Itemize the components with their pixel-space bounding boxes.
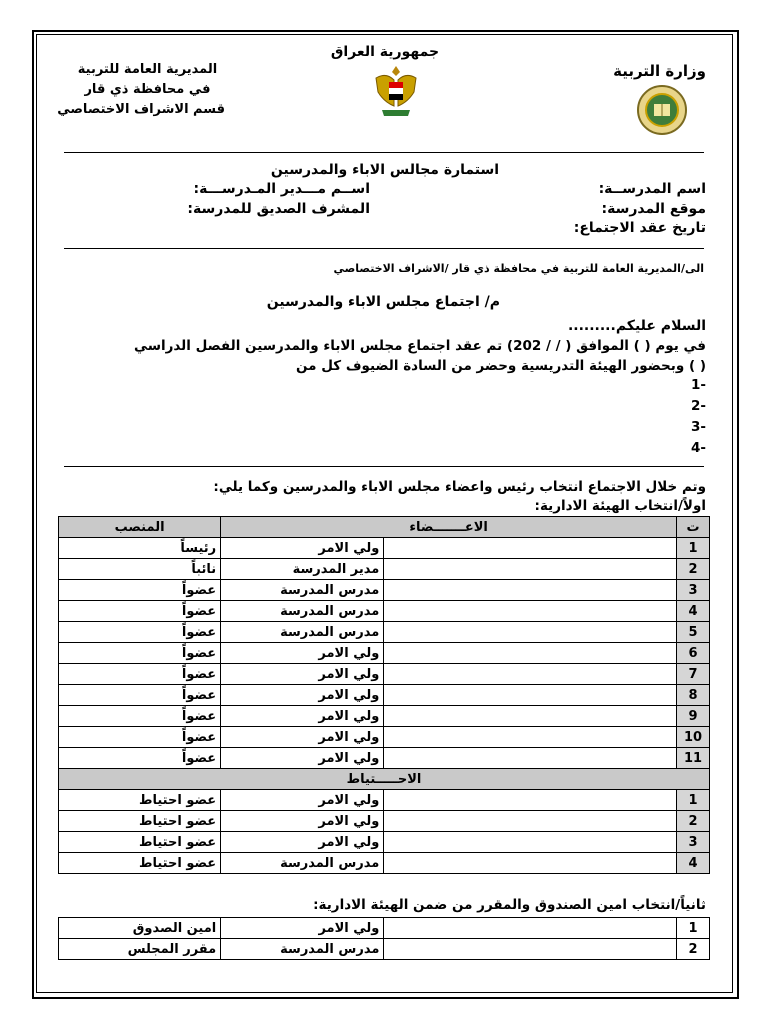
header-members: الاعـــــــضاء xyxy=(221,517,677,538)
role-cell: ولي الامر xyxy=(221,685,384,706)
position-cell: عضو احتياط xyxy=(59,790,221,811)
table-row xyxy=(59,853,710,874)
position-cell: عضواً xyxy=(59,622,221,643)
guest-3: -3 xyxy=(690,419,706,435)
name-cell[interactable] xyxy=(384,727,677,748)
reserve-header-row xyxy=(59,769,710,790)
row-num: 2 xyxy=(677,559,710,580)
role-cell: ولي الامر xyxy=(221,643,384,664)
school-name-field: اسم المدرســة: xyxy=(598,181,706,197)
row-num: 2 xyxy=(677,811,710,832)
role-cell: ولي الامر xyxy=(221,832,384,853)
table-row xyxy=(59,685,710,706)
position-cell: عضواً xyxy=(59,580,221,601)
position-cell: عضو احتياط xyxy=(59,853,221,874)
section1-title: اولاً/انتخاب الهيئة الادارية: xyxy=(534,498,706,514)
table-row xyxy=(59,811,710,832)
row-num: 11 xyxy=(677,748,710,769)
name-cell[interactable] xyxy=(384,685,677,706)
header-divider xyxy=(64,152,704,153)
table-row xyxy=(59,622,710,643)
position-cell: امين الصدوق xyxy=(59,918,221,939)
guest-1: -1 xyxy=(690,377,706,393)
table-row xyxy=(59,939,710,960)
role-cell: ولي الامر xyxy=(221,538,384,559)
row-num: 4 xyxy=(677,601,710,622)
name-cell[interactable] xyxy=(384,664,677,685)
name-cell[interactable] xyxy=(384,706,677,727)
republic-title: جمهورية العراق xyxy=(330,44,440,60)
role-cell: مدرس المدرسة xyxy=(221,580,384,601)
row-num: 2 xyxy=(677,939,710,960)
table-row xyxy=(59,706,710,727)
name-cell[interactable] xyxy=(384,580,677,601)
position-cell: عضو احتياط xyxy=(59,832,221,853)
role-cell: ولي الامر xyxy=(221,727,384,748)
officers-table xyxy=(58,917,710,960)
table-row xyxy=(59,643,710,664)
school-location-field: موقع المدرسة: xyxy=(601,201,706,217)
header-num: ت xyxy=(677,517,710,538)
row-num: 8 xyxy=(677,685,710,706)
role-cell: مدرس المدرسة xyxy=(221,853,384,874)
letter-subject: م/ اجتماع مجلس الاباء والمدرسين xyxy=(266,294,500,310)
name-cell[interactable] xyxy=(384,939,677,960)
role-cell: ولي الامر xyxy=(221,748,384,769)
meeting-date-field: تاريخ عقد الاجتماع: xyxy=(573,220,706,236)
role-cell: مدرس المدرسة xyxy=(221,601,384,622)
position-cell: عضو احتياط xyxy=(59,811,221,832)
guest-2: -2 xyxy=(690,398,706,414)
row-num: 6 xyxy=(677,643,710,664)
table-row xyxy=(59,918,710,939)
ministry-title: وزارة التربية xyxy=(613,62,706,80)
position-cell: عضواً xyxy=(59,748,221,769)
table-row xyxy=(59,559,710,580)
reserve-header: الاحـــــتياط xyxy=(59,769,710,790)
row-num: 3 xyxy=(677,832,710,853)
table-header-row xyxy=(59,517,710,538)
letter-recipient: الى/المديرية العامة للتربية في محافظة ذي قار /الاشراف الاختصاصي xyxy=(333,262,704,275)
letter-divider xyxy=(64,466,704,467)
name-cell[interactable] xyxy=(384,748,677,769)
role-cell: مدير المدرسة xyxy=(221,559,384,580)
position-cell: عضواً xyxy=(59,727,221,748)
table-row xyxy=(59,664,710,685)
admin-board-table xyxy=(58,516,710,874)
position-cell: عضواً xyxy=(59,601,221,622)
row-num: 1 xyxy=(677,918,710,939)
position-cell: عضواً xyxy=(59,706,221,727)
position-cell: رئيساً xyxy=(59,538,221,559)
election-intro: وتم خلال الاجتماع انتخاب رئيس واعضاء مجلس الاباء والمدرسين وكما يلي: xyxy=(213,479,706,495)
name-cell[interactable] xyxy=(384,643,677,664)
table-row xyxy=(59,832,710,853)
name-cell[interactable] xyxy=(384,790,677,811)
name-cell[interactable] xyxy=(384,538,677,559)
position-cell: عضواً xyxy=(59,643,221,664)
row-num: 3 xyxy=(677,580,710,601)
name-cell[interactable] xyxy=(384,601,677,622)
supervisor-field: المشرف الصديق للمدرسة: xyxy=(187,201,370,217)
position-cell: مقرر المجلس xyxy=(59,939,221,960)
table-row xyxy=(59,748,710,769)
role-cell: ولي الامر xyxy=(221,918,384,939)
row-num: 1 xyxy=(677,538,710,559)
role-cell: ولي الامر xyxy=(221,706,384,727)
row-num: 9 xyxy=(677,706,710,727)
guest-4: -4 xyxy=(690,440,706,456)
name-cell[interactable] xyxy=(384,622,677,643)
table-row xyxy=(59,727,710,748)
table-row xyxy=(59,790,710,811)
role-cell: ولي الامر xyxy=(221,790,384,811)
row-num: 1 xyxy=(677,790,710,811)
letter-body-line2: ( ) وبحضور الهيئة التدريسية وحضر من السادة الضيوف كل من xyxy=(296,358,706,374)
letter-greeting: السلام عليكم......... xyxy=(567,318,706,334)
position-cell: عضواً xyxy=(59,685,221,706)
form-divider xyxy=(64,248,704,249)
table-row xyxy=(59,538,710,559)
letter-body-line1: في يوم ( ) الموافق ( / / 202) تم عقد اجتماع مجلس الاباء والمدرسين الفصل الدراسي xyxy=(134,338,706,354)
name-cell[interactable] xyxy=(384,811,677,832)
row-num: 10 xyxy=(677,727,710,748)
position-cell: نائباً xyxy=(59,559,221,580)
role-cell: ولي الامر xyxy=(221,664,384,685)
form-title: استمارة مجالس الاباء والمدرسين xyxy=(270,162,500,178)
name-cell[interactable] xyxy=(384,832,677,853)
role-cell: مدرس المدرسة xyxy=(221,622,384,643)
table-row xyxy=(59,580,710,601)
principal-name-field: اســم مـــدير المـدرســـة: xyxy=(193,181,370,197)
header-position: المنصب xyxy=(59,517,221,538)
ministry-seal-icon xyxy=(636,84,688,136)
directorate-line2: في محافظة ذي قار xyxy=(84,82,211,97)
iraq-eagle-emblem-icon xyxy=(372,62,420,120)
row-num: 4 xyxy=(677,853,710,874)
section2-title: ثانياً/انتخاب امين الصندوق والمقرر من ضمن الهيئة الادارية: xyxy=(313,897,706,913)
role-cell: ولي الامر xyxy=(221,811,384,832)
row-num: 7 xyxy=(677,664,710,685)
position-cell: عضواً xyxy=(59,664,221,685)
directorate-line1: المديرية العامة للتربية xyxy=(77,62,218,77)
name-cell[interactable] xyxy=(384,918,677,939)
directorate-line3: قسم الاشراف الاختصاصي xyxy=(57,102,225,117)
row-num: 5 xyxy=(677,622,710,643)
name-cell[interactable] xyxy=(384,559,677,580)
name-cell[interactable] xyxy=(384,853,677,874)
role-cell: مدرس المدرسة xyxy=(221,939,384,960)
table-row xyxy=(59,601,710,622)
